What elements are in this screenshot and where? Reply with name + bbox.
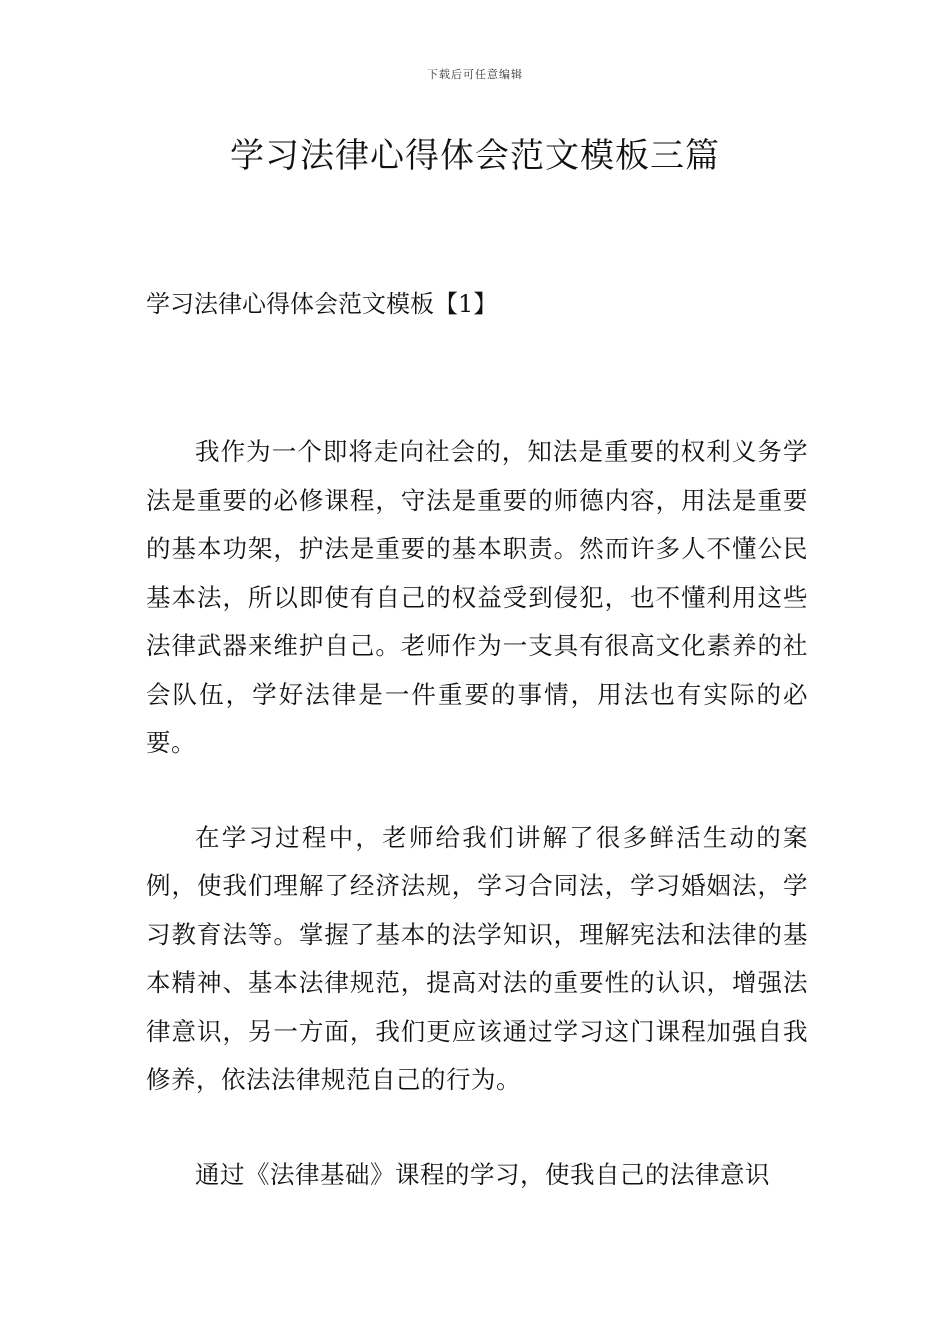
- section-heading: 学习法律心得体会范文模板【1】: [146, 290, 498, 318]
- paragraph-2: 在学习过程中，老师给我们讲解了很多鲜活生动的案例，使我们理解了经济法规，学习合同法，学习婚姻法，学习教育法等。掌握了基本的法学知识，理解宪法和法律的基本精神、基本法律规范，提高对法的重要性的认识，增强法律意识，另一方面，我们更应该通过学习这门课程加强自我修养，依法法律规范自己的行为。: [146, 822, 808, 1094]
- paragraph-3: 通过《法律基础》课程的学习，使我自己的法律意识: [195, 1159, 770, 1189]
- header-note: 下载后可任意编辑: [427, 68, 523, 81]
- paragraph-1: 我作为一个即将走向社会的，知法是重要的权利义务学法是重要的必修课程，守法是重要的师德内容，用法是重要的基本功架，护法是重要的基本职责。然而许多人不懂公民基本法，所以即使有自己的权益受到侵犯，也不懂利用这些法律武器来维护自己。老师作为一支具有很高文化素养的社会队伍，学好法律是一件重要的事情，用法也有实际的必要。: [146, 437, 808, 757]
- document-body: [146, 428, 808, 1245]
- document-title: 学习法律心得体会范文模板三篇: [230, 136, 720, 176]
